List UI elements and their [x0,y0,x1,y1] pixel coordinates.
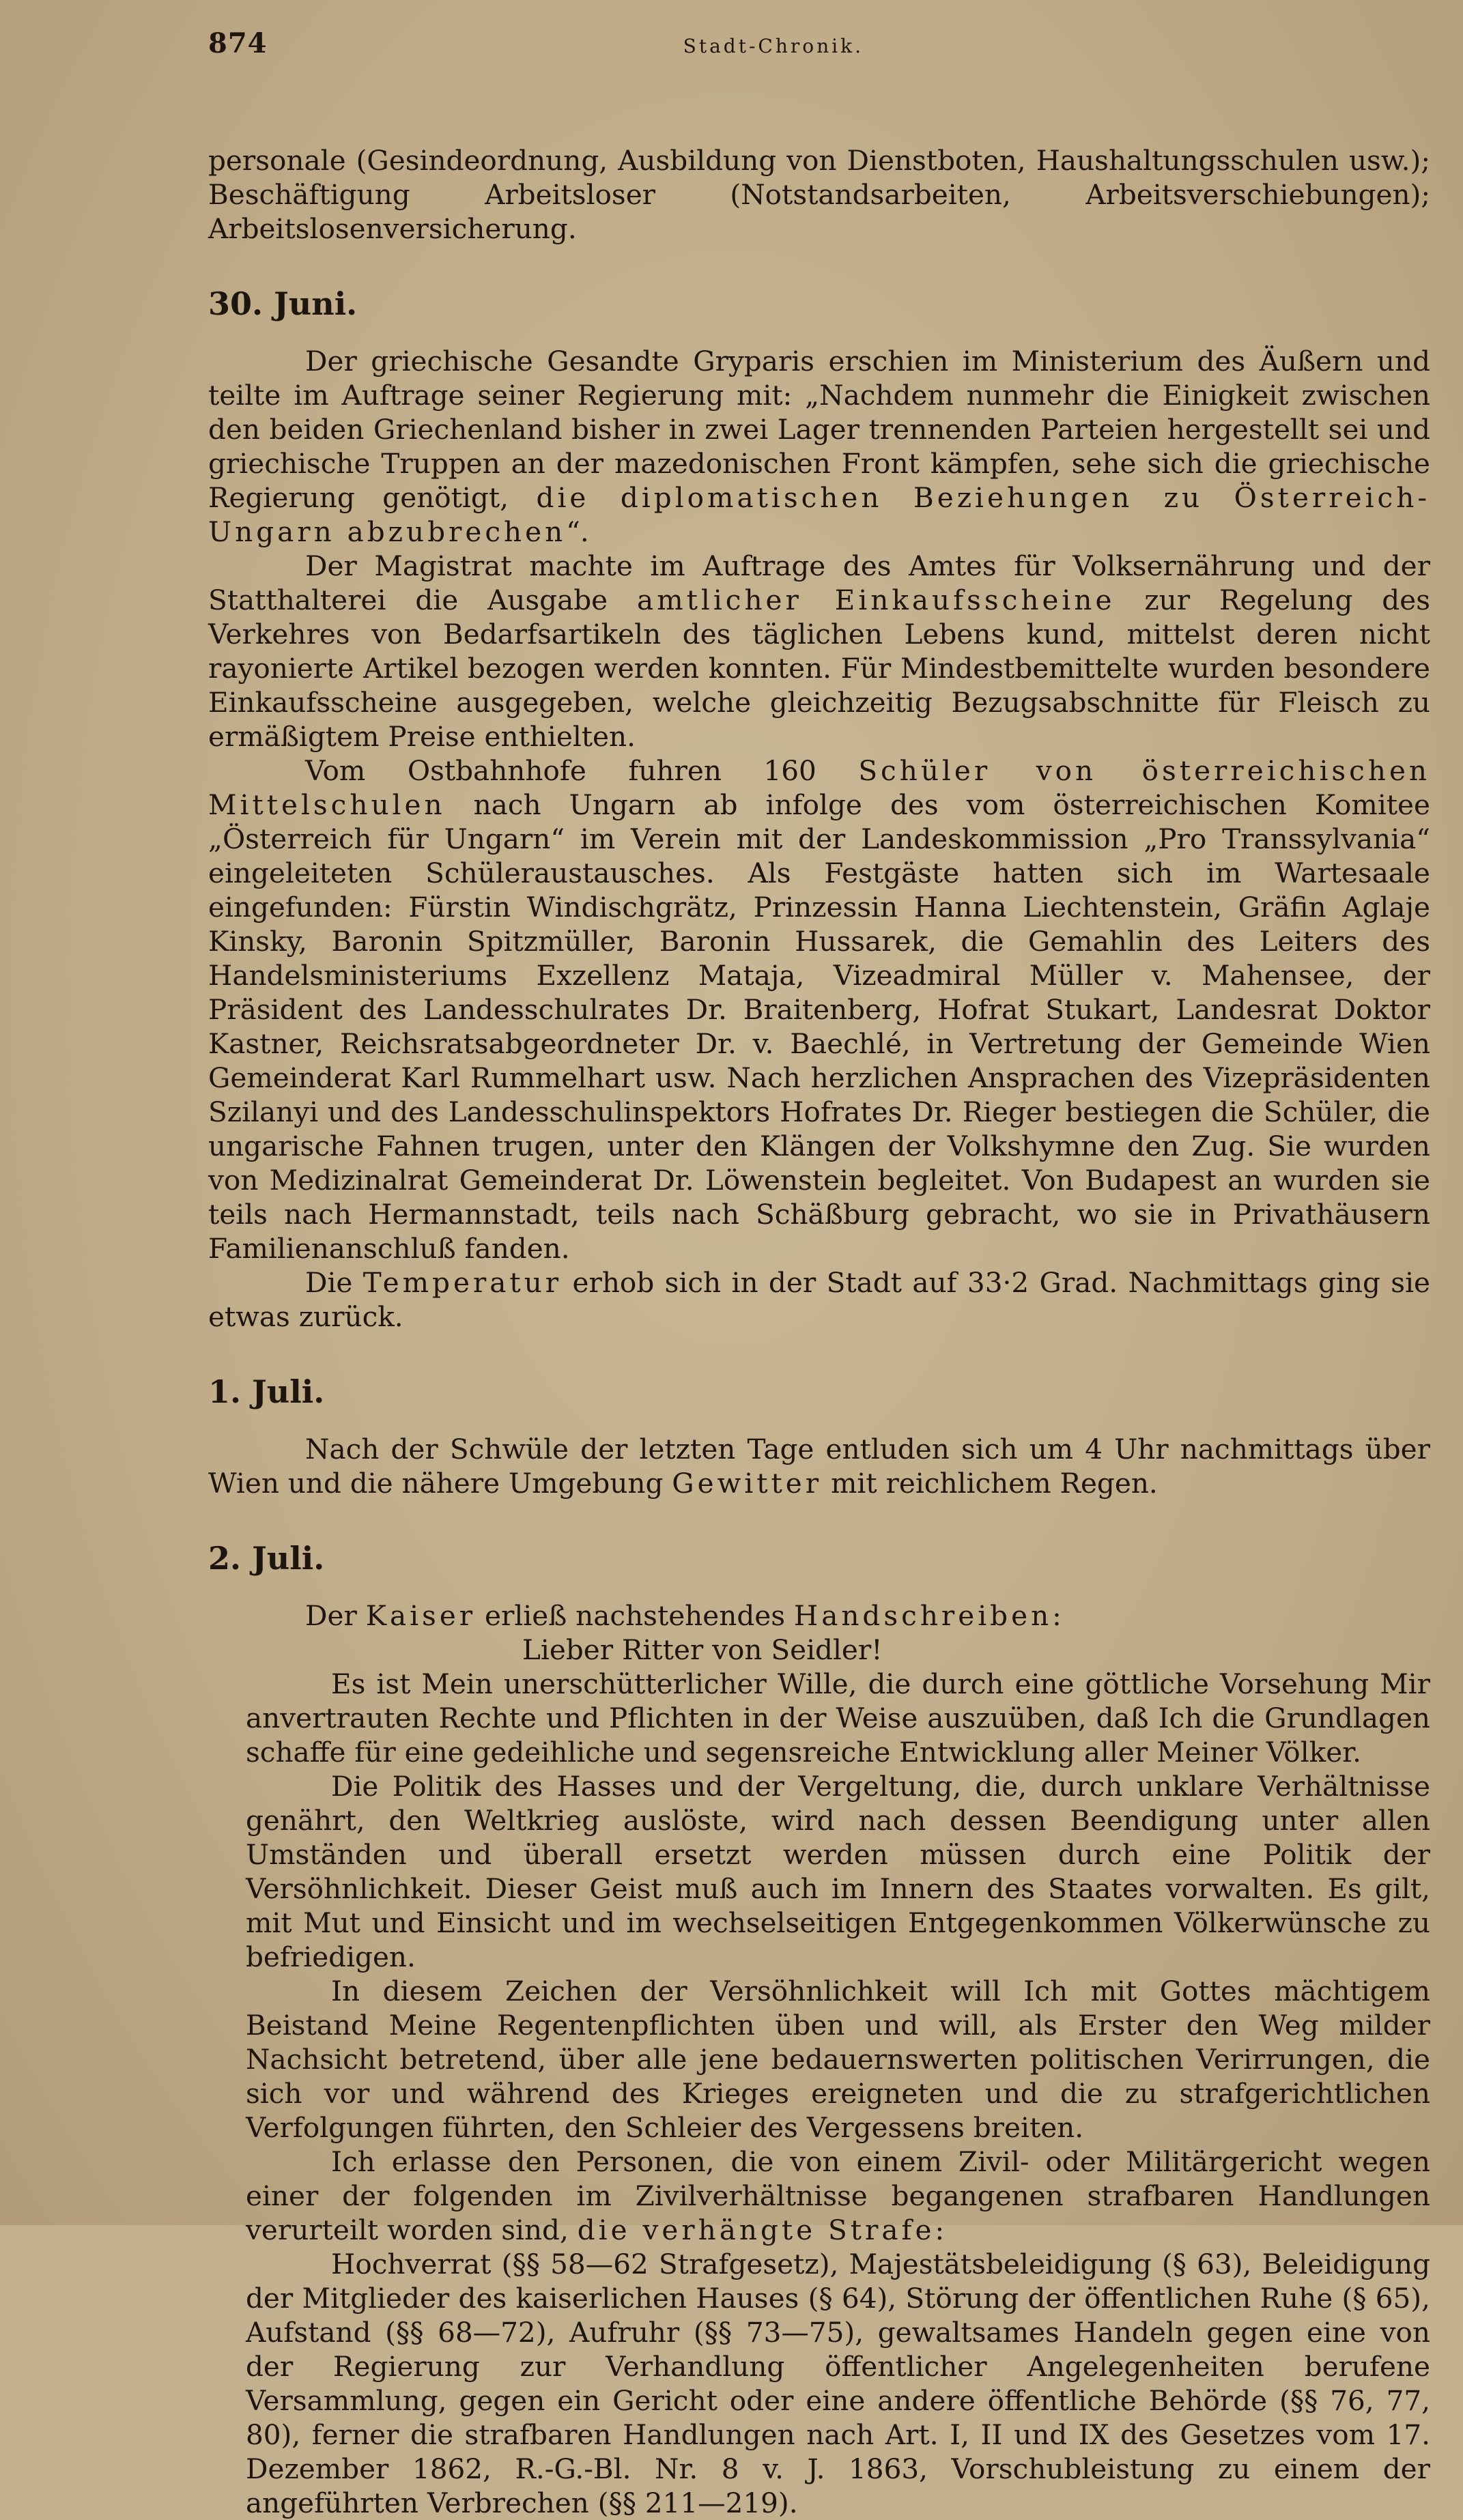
paragraph-temperatur [208,1265,1430,1334]
date-heading-july-1: 1. Juli. [208,1373,325,1410]
text-run: erhob sich in der Stadt auf 33·2 Grad. Nachmittags ging sie etwas zurück. [208,1266,1431,1333]
text-run: Vom Ostbahnhofe fuhren 160 [305,754,859,787]
date-heading-july-2: 2. Juli. [208,1540,325,1577]
letter-paragraph-5: Hochverrat (§§ 58—62 Strafgesetz), Majestätsbeleidigung (§ 63), Beleidigung der Mitglieder des kaiserlichen Hauses (§ 64), Störung der öffentlichen Ruhe (§ 65), Aufstand (§§ 68—72), Aufruhr (§§ 73—75), gewaltsames Handeln gegen eine von der Regierung zur Verhandlung öffentlicher Angelegenheiten berufene Versammlung, gegen ein Gericht oder eine andere öffentliche Behörde (§§ 76, 77, 80), ferner die strafbaren Handlungen nach Art. I, II und IX des Gesetzes vom 17. Dezember 1862, R.-G.-Bl. Nr. 8 v. J. 1863, Vorschubleistung zu einem der angeführten Verbrechen (§§ 211—219). [246,2248,1430,2519]
page-number: 874 [208,27,268,59]
running-head: Stadt-Chronik. [683,35,864,57]
letter-paragraph-1: Es ist Mein unerschütterlicher Wille, die durch eine göttliche Vorsehung Mir anvertrauten Rechte und Pflichten in der Weise auszuüben, daß Ich die Grundlagen schaffe für eine gedeihliche und segensreiche Entwicklung aller Meiner Völker. [246,1667,1430,1769]
paragraph-schueler [208,754,1430,1265]
spaced-text: Temperatur [363,1266,563,1299]
date-heading-june-30: 30. Juni. [208,285,358,322]
paragraph-gryparis [208,344,1430,549]
text-run: Nach der Schwüle der letzten Tage entluden sich um 4 Uhr nachmittags über Wien und die nähere Umgebung [208,1433,1430,1500]
spaced-text: Schüler von österreichischen Mittelschulen [208,754,1431,821]
text-run: Der griechische Gesandte Gryparis erschien im Ministerium des Äußern und teilte im Auftrage seiner Regierung mit: „Nachdem nunmehr die Einigkeit zwischen den beiden Griechenland bisher in zwei Lager trennenden Parteien hergestellt sei und griechische Truppen an der mazedonischen Front kämpfen, sehe sich die griechische Regierung genötigt, [208,345,1430,514]
page-body [208,143,1430,2520]
spaced-text: amtlicher Einkaufsscheine [637,584,1116,616]
text-run: Der Magistrat machte im Auftrage des Amtes für Volksernährung und der Statthalterei die Ausgabe [208,549,1430,616]
paragraph-einkaufsscheine [208,549,1430,754]
text-run: : [1052,1599,1062,1632]
intro-paragraph: personale (Gesindeordnung, Ausbildung von Dienstboten, Haushaltungsschulen usw.); Beschäftigung Arbeitsloser (Notstandsarbeiten, Arbeitsverschiebungen); Arbeitslosenversicherung. [208,144,1430,245]
text-run: Die [305,1266,363,1299]
text-run: nach Ungarn ab infolge des vom österreichischen Komitee „Österreich für Ungarn“ im Verein mit der Landeskommission „Pro Transsylvania“ eingeleiteten Schüleraustausches. Als Festgäste hatten sich im Wartesaale eingefunden: Fürstin Windischgrätz, Prinzessin Hanna Liechtenstein, Gräfin Aglaje Kinsky, Baronin Spitzmüller, Baronin Hussarek, die Gemahlin des Leiters des Handelsministeriums Exzellenz Mataja, Vizeadmiral Müller v. Mahensee, der Präsident des Landesschulrates Dr. Braitenberg, Hofrat Stukart, Landesrat Doktor Kastner, Reichsratsabgeordneter Dr. v. Baechlé, in Vertretung der Gemeinde Wien Gemeinderat Karl Rummelhart usw. Nach herzlichen Ansprachen des Vizepräsidenten Szilanyi und des Landesschulinspektors Hofrates Dr. Rieger bestiegen die Schüler, die ungarische Fahnen trugen, unter den Klängen der Volkshymne den Zug. Sie wurden von Medizinalrat Gemeinderat Dr. Löwenstein begleitet. Von Budapest an wurden sie teils nach Hermannstadt, teils nach Schäßburg gebracht, wo sie in Privathäusern Familienanschluß fanden. [208,788,1430,1265]
text-run: zur Regelung des Verkehres von Bedarfsartikeln des täglichen Lebens kund, mittelst deren nicht rayonierte Artikel bezogen werden konnten. Für Mindestbemittelte wurden besondere Einkaufsscheine ausgegeben, welche gleichzeitig Bezugsabschnitte für Fleisch zu ermäßigtem Preise enthielten. [208,584,1430,753]
imperial-letter [208,1667,1430,2520]
letter-paragraph-3: In diesem Zeichen der Versöhnlichkeit will Ich mit Gottes mächtigem Beistand Meine Regentenpflichten üben und will, als Erster den Weg milder Nachsicht betretend, über alle jene bedauernswerten politischen Verirrungen, die sich vor und während des Krieges ereigneten und die zu strafgerichtlichen Verfolgungen führten, den Schleier des Vergessens breiten. [246,1975,1430,2144]
text-run: : [935,2214,945,2246]
letter-paragraph-2: Die Politik des Hasses und der Vergeltung, die, durch unklare Verhältnisse genährt, den Weltkrieg auslöste, wird nach dessen Beendigung unter allen Umständen und überall ersetzt werden müssen durch eine Politik der Versöhnlichkeit. Dieser Geist muß auch im Innern des Staates vorwalten. Es gilt, mit Mut und Einsicht und im wechselseitigen Entgegenkommen Völkerwünsche zu befriedigen. [246,1770,1430,1973]
paragraph-handschreiben-intro [305,1599,1430,1633]
text-run: Der [305,1599,366,1632]
spaced-text: Kaiser [365,1599,477,1632]
spaced-text: Gewitter [672,1467,823,1500]
spaced-text: Handschreiben [793,1599,1053,1632]
text-run: mit reichlichem Regen. [822,1467,1158,1500]
letter-salutation: Lieber Ritter von Seidler! [522,1633,883,1666]
page-header [208,27,1089,68]
letter-paragraph-4 [208,2145,1430,2247]
spaced-text: die diplomatischen Beziehungen zu Österreich-Ungarn abzubrechen [208,481,1431,548]
paragraph-gewitter [208,1432,1430,1500]
text-run: Ich erlasse den Personen, die von einem Zivil- oder Militärgericht wegen einer der folgenden im Zivilverhältnisse begangenen strafbaren Handlungen verurteilt worden sind, [246,2145,1430,2246]
text-run: erließ nachstehendes [476,1599,794,1632]
spaced-text: die verhängte Strafe [577,2214,935,2246]
text-run: “. [566,515,589,548]
